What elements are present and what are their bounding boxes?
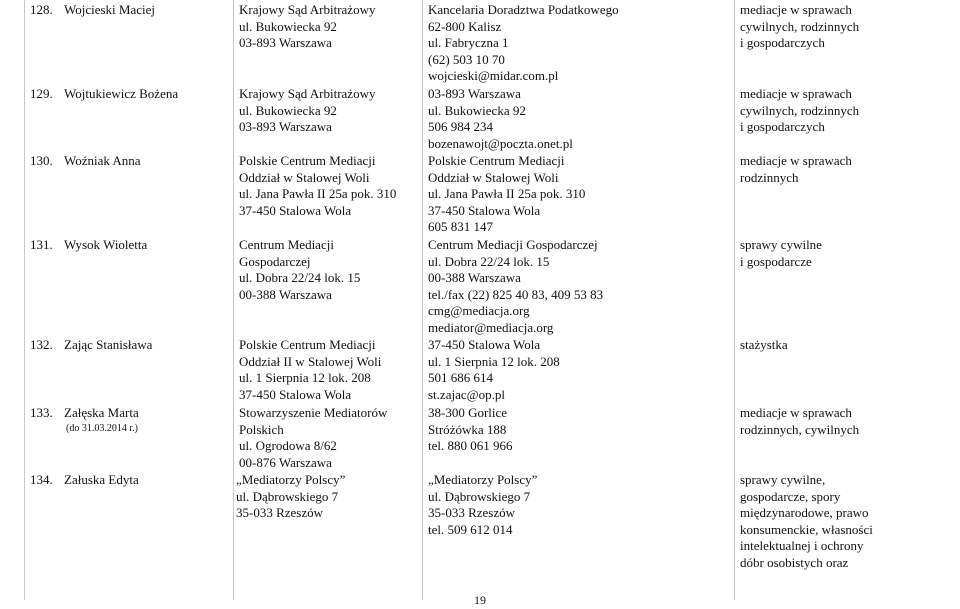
specialization-cell-line: mediacje w sprawach [740, 153, 852, 168]
contact-cell-line: „Mediatorzy Polscy” [428, 472, 538, 487]
specialization-cell-line: dóbr osobistych oraz [740, 554, 849, 570]
specialization-cell-line: mediacje w sprawach [740, 86, 852, 101]
institution-cell [239, 237, 360, 303]
contact-cell-line: 605 831 147 [428, 219, 493, 234]
specialization-cell-line: mediacje w sprawach [740, 2, 852, 17]
specialization-cell [740, 337, 788, 354]
specialization-cell-line: i gospodarczych [740, 35, 825, 50]
institution-cell-line: ul. Bukowiecka 92 [239, 102, 337, 118]
institution-cell-line: 37-450 Stalowa Wola [239, 202, 352, 218]
institution-cell-line: Gospodarczej [239, 253, 311, 269]
contact-cell-line: ul. Jana Pawła II 25a pok. 310 [428, 186, 586, 201]
specialization-cell [740, 2, 859, 52]
mediator-name-cell [64, 337, 152, 354]
specialization-cell [740, 86, 859, 136]
contact-cell [428, 86, 573, 152]
mediator-name: Wojcieski Maciej [64, 2, 156, 17]
contact-cell-line: 38-300 Gorlice [428, 405, 508, 420]
mediator-name-cell [64, 2, 155, 19]
entry-number: 134. [30, 472, 53, 487]
institution-cell [236, 472, 345, 522]
institution-cell-line: Centrum Mediacji [239, 237, 334, 252]
contact-cell-line: st.zajac@op.pl [428, 386, 505, 402]
contact-cell [428, 472, 537, 538]
specialization-cell-line: i gospodarczych [740, 119, 825, 134]
institution-cell [239, 405, 387, 471]
specialization-cell-line: cywilnych, rodzinnych [740, 102, 860, 118]
contact-cell-line: 03-893 Warszawa [428, 86, 521, 101]
entry-number: 129. [30, 86, 53, 101]
contact-cell-line: 62-800 Kalisz [428, 18, 502, 34]
institution-cell-line: ul. 1 Sierpnia 12 lok. 208 [239, 370, 371, 385]
column-divider [233, 0, 234, 600]
specialization-cell [740, 153, 852, 186]
institution-cell-line: ul. Ogrodowa 8/62 [239, 438, 337, 453]
contact-cell-line: 501 686 614 [428, 370, 493, 385]
contact-cell-line: 37-450 Stalowa Wola [428, 337, 541, 352]
contact-cell-line: Polskie Centrum Mediacji [428, 153, 565, 168]
contact-cell [428, 2, 619, 85]
institution-cell-line: Oddział II w Stalowej Woli [239, 353, 382, 369]
specialization-cell [740, 405, 859, 438]
contact-cell-line: ul. Fabryczna 1 [428, 35, 509, 50]
mediator-name-cell [64, 86, 178, 103]
specialization-cell-line: międzynarodowe, prawo [740, 505, 869, 520]
institution-cell-line: ul. Dobra 22/24 lok. 15 [239, 270, 361, 285]
mediator-name: Woźniak Anna [64, 153, 141, 168]
specialization-cell-line: konsumenckie, własności [740, 521, 873, 537]
institution-cell-line: ul. Dąbrowskiego 7 [236, 488, 339, 504]
contact-cell-line: ul. 1 Sierpnia 12 lok. 208 [428, 353, 560, 369]
specialization-cell-line: intelektualnej i ochrony [740, 538, 864, 553]
contact-cell-line: 506 984 234 [428, 119, 493, 134]
institution-cell-line: Krajowy Sąd Arbitrażowy [239, 86, 376, 101]
mediator-name-cell [64, 237, 147, 254]
contact-cell-line: Oddział w Stalowej Woli [428, 169, 559, 185]
entry-number: 128. [30, 2, 53, 17]
contact-cell [428, 337, 560, 403]
contact-cell-line: wojcieski@midar.com.pl [428, 68, 559, 83]
contact-cell-line: 37-450 Stalowa Wola [428, 202, 541, 218]
contact-cell-line: bozenawojt@poczta.onet.pl [428, 135, 573, 151]
institution-cell [239, 337, 381, 403]
contact-cell-line: tel. 880 061 966 [428, 438, 513, 453]
institution-cell-line: 03-893 Warszawa [239, 35, 332, 50]
page-number: 19 [474, 593, 486, 607]
contact-cell-line: ul. Dąbrowskiego 7 [428, 488, 531, 504]
institution-cell-line: 35-033 Rzeszów [236, 505, 324, 520]
mediator-name: Zając Stanisława [64, 337, 153, 352]
column-divider [24, 0, 25, 600]
institution-cell-line: 00-876 Warszawa [239, 454, 332, 470]
contact-cell-line: cmg@mediacja.org [428, 303, 530, 318]
contact-cell-line: ul. Dobra 22/24 lok. 15 [428, 253, 550, 269]
specialization-cell-line: rodzinnych, cywilnych [740, 421, 860, 437]
specialization-cell-line: i gospodarcze [740, 253, 812, 269]
mediator-name: Wysok Wioletta [64, 237, 148, 252]
mediator-name: Wojtukiewicz Bożena [64, 86, 179, 101]
contact-cell [428, 237, 603, 336]
institution-cell-line: Krajowy Sąd Arbitrażowy [239, 2, 376, 17]
specialization-cell-line: cywilnych, rodzinnych [740, 18, 860, 34]
contact-cell [428, 153, 585, 236]
contact-cell-line: 35-033 Rzeszów [428, 505, 516, 520]
specialization-cell [740, 237, 822, 270]
mediator-name-cell [64, 472, 139, 489]
institution-cell-line: 03-893 Warszawa [239, 119, 332, 134]
contact-cell-line: tel./fax (22) 825 40 83, 409 53 83 [428, 286, 604, 302]
institution-cell [239, 2, 375, 52]
contact-cell-line: (62) 503 10 70 [428, 51, 505, 67]
specialization-cell-line: sprawy cywilne [740, 237, 822, 252]
institution-cell-line: ul. Jana Pawła II 25a pok. 310 [239, 186, 397, 201]
mediator-note: (do 31.03.2014 r.) [66, 422, 138, 434]
contact-cell-line: ul. Bukowiecka 92 [428, 102, 526, 118]
entry-number: 133. [30, 405, 53, 420]
column-divider [422, 0, 423, 600]
institution-cell-line: 00-388 Warszawa [239, 286, 332, 302]
contact-cell-line: mediator@mediacja.org [428, 319, 554, 335]
institution-cell [239, 86, 375, 136]
institution-cell-line: Polskich [239, 421, 284, 437]
entry-number: 132. [30, 337, 53, 352]
contact-cell-line: tel. 509 612 014 [428, 521, 513, 537]
column-divider [734, 0, 735, 600]
entry-number: 130. [30, 153, 53, 168]
mediator-name-cell [64, 153, 141, 170]
institution-cell-line: ul. Bukowiecka 92 [239, 18, 337, 34]
mediator-name-cell [64, 405, 139, 435]
entry-number: 131. [30, 237, 53, 252]
institution-cell-line: Stowarzyszenie Mediatorów [239, 405, 388, 420]
institution-cell-line: „Mediatorzy Polscy” [236, 472, 346, 487]
institution-cell [239, 153, 396, 219]
contact-cell [428, 405, 513, 455]
specialization-cell-line: stażystka [740, 337, 788, 352]
contact-cell-line: 00-388 Warszawa [428, 270, 521, 285]
specialization-cell-line: gospodarcze, spory [740, 488, 841, 504]
mediator-name: Załuska Edyta [64, 472, 139, 487]
specialization-cell-line: mediacje w sprawach [740, 405, 852, 420]
institution-cell-line: 37-450 Stalowa Wola [239, 386, 352, 402]
contact-cell-line: Stróżówka 188 [428, 421, 507, 437]
institution-cell-line: Oddział w Stalowej Woli [239, 169, 370, 185]
specialization-cell-line: sprawy cywilne, [740, 472, 826, 487]
institution-cell-line: Polskie Centrum Mediacji [239, 337, 376, 352]
specialization-cell-line: rodzinnych [740, 169, 799, 185]
contact-cell-line: Centrum Mediacji Gospodarczej [428, 237, 598, 252]
contact-cell-line: Kancelaria Doradztwa Podatkowego [428, 2, 619, 17]
mediator-name: Załęska Marta [64, 405, 139, 420]
specialization-cell [740, 472, 873, 571]
institution-cell-line: Polskie Centrum Mediacji [239, 153, 376, 168]
